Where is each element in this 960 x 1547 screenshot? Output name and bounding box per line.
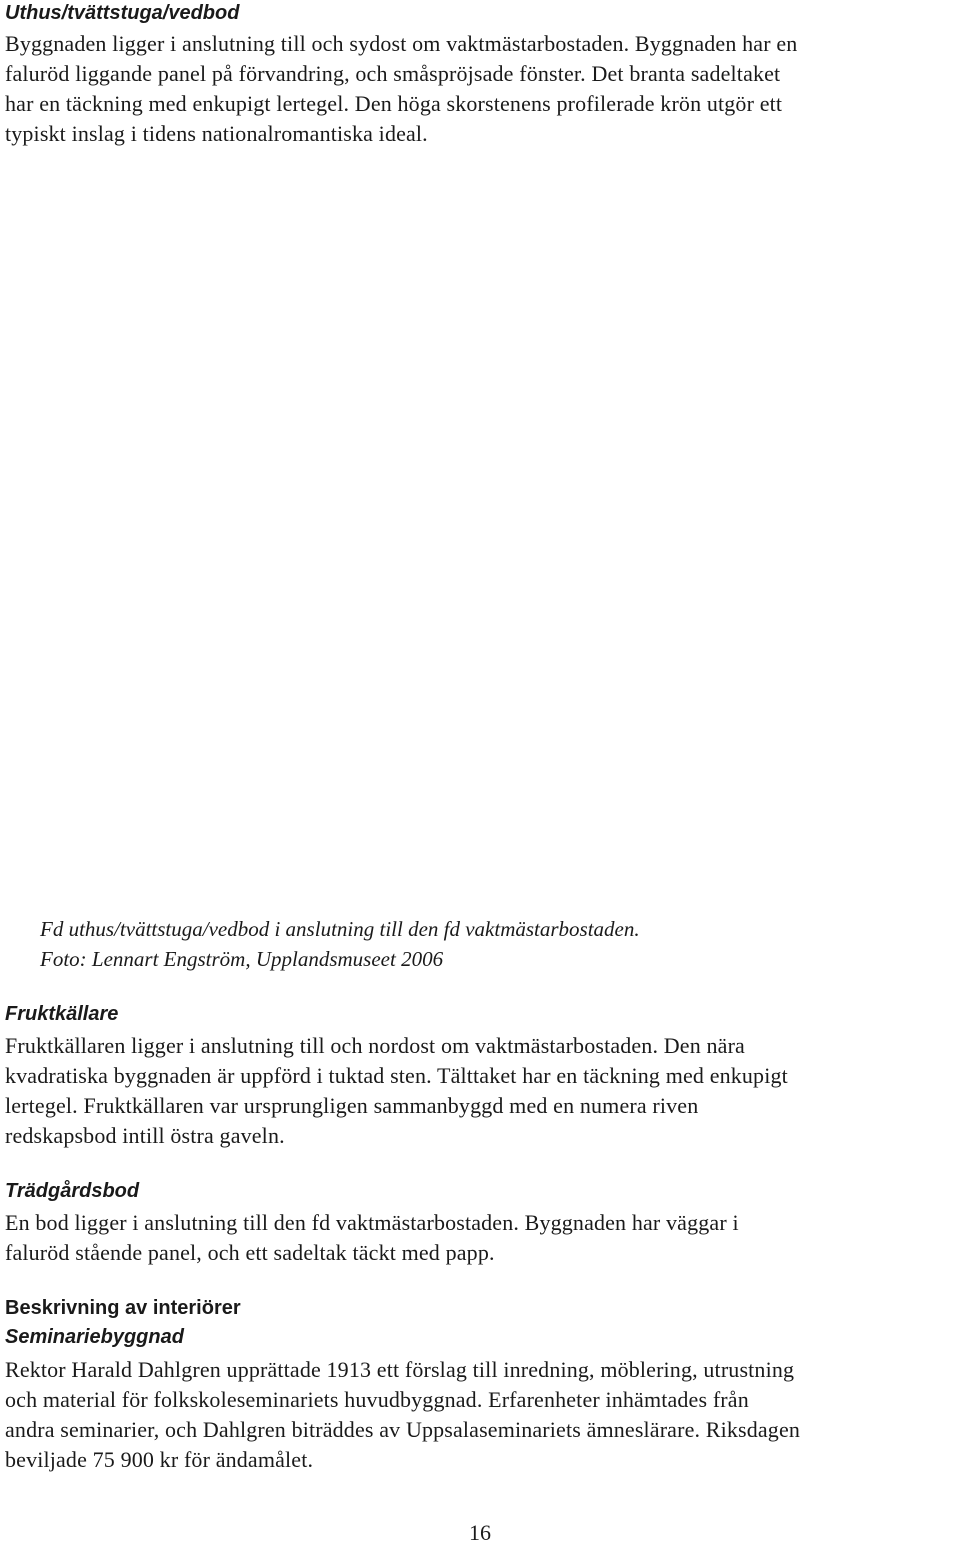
photo-caption bbox=[40, 914, 640, 974]
paragraph-line: har en täckning med enkupigt lertegel. Den höga skorstenens profilerade krön utgör ett bbox=[5, 91, 783, 116]
paragraph-line: redskapsbod intill östra gaveln. bbox=[5, 1123, 285, 1148]
paragraph-line: andra seminarier, och Dahlgren biträddes av Uppsalaseminariets ämneslärare. Riksdagen bbox=[5, 1417, 801, 1442]
heading-fruktkallare: Fruktkällare bbox=[5, 1003, 119, 1025]
paragraph-line: och material för folkskoleseminariets huvudbyggnad. Erfarenheter inhämtades från bbox=[5, 1387, 749, 1412]
page-number: 16 bbox=[469, 1520, 491, 1545]
heading-interiorer: Beskrivning av interiörer bbox=[5, 1297, 241, 1319]
paragraph-line: kvadratiska byggnaden är uppförd i tuktad sten. Tälttaket har en täckning med enkupigt bbox=[5, 1063, 788, 1088]
paragraph-seminariebyggnad bbox=[5, 1355, 957, 1475]
paragraph-line: typiskt inslag i tidens nationalromantiska ideal. bbox=[5, 121, 428, 146]
paragraph-line: faluröd stående panel, och ett sadeltak täckt med papp. bbox=[5, 1240, 495, 1265]
paragraph-fruktkallare bbox=[5, 1031, 957, 1151]
paragraph-line: lertegel. Fruktkällaren var ursprungligen sammanbyggd med en numera riven bbox=[5, 1093, 699, 1118]
paragraph-line: Rektor Harald Dahlgren upprättade 1913 ett förslag till inredning, möblering, utrustning bbox=[5, 1357, 795, 1382]
paragraph-line: Byggnaden ligger i anslutning till och sydost om vaktmästarbostaden. Byggnaden har en bbox=[5, 31, 798, 56]
paragraph-line: beviljade 75 900 kr för ändamålet. bbox=[5, 1447, 314, 1472]
heading-uthus: Uthus/tvättstuga/vedbod bbox=[5, 2, 240, 24]
paragraph-uthus bbox=[5, 29, 957, 149]
paragraph-tradgardsbod bbox=[5, 1208, 957, 1268]
caption-line: Fd uthus/tvättstuga/vedbod i anslutning till den fd vaktmästarbostaden. bbox=[40, 917, 640, 941]
heading-tradgardsbod: Trädgårdsbod bbox=[5, 1180, 140, 1202]
heading-seminariebyggnad: Seminariebyggnad bbox=[5, 1326, 184, 1348]
paragraph-line: En bod ligger i anslutning till den fd vaktmästarbostaden. Byggnaden har väggar i bbox=[5, 1210, 739, 1235]
paragraph-line: Fruktkällaren ligger i anslutning till och nordost om vaktmästarbostaden. Den nära bbox=[5, 1033, 745, 1058]
paragraph-line: faluröd liggande panel på förvandring, och småspröjsade fönster. Det branta sadeltaket bbox=[5, 61, 781, 86]
photo-placeholder bbox=[5, 160, 955, 905]
caption-credit: Foto: Lennart Engström, Upplandsmuseet 2006 bbox=[40, 947, 444, 971]
